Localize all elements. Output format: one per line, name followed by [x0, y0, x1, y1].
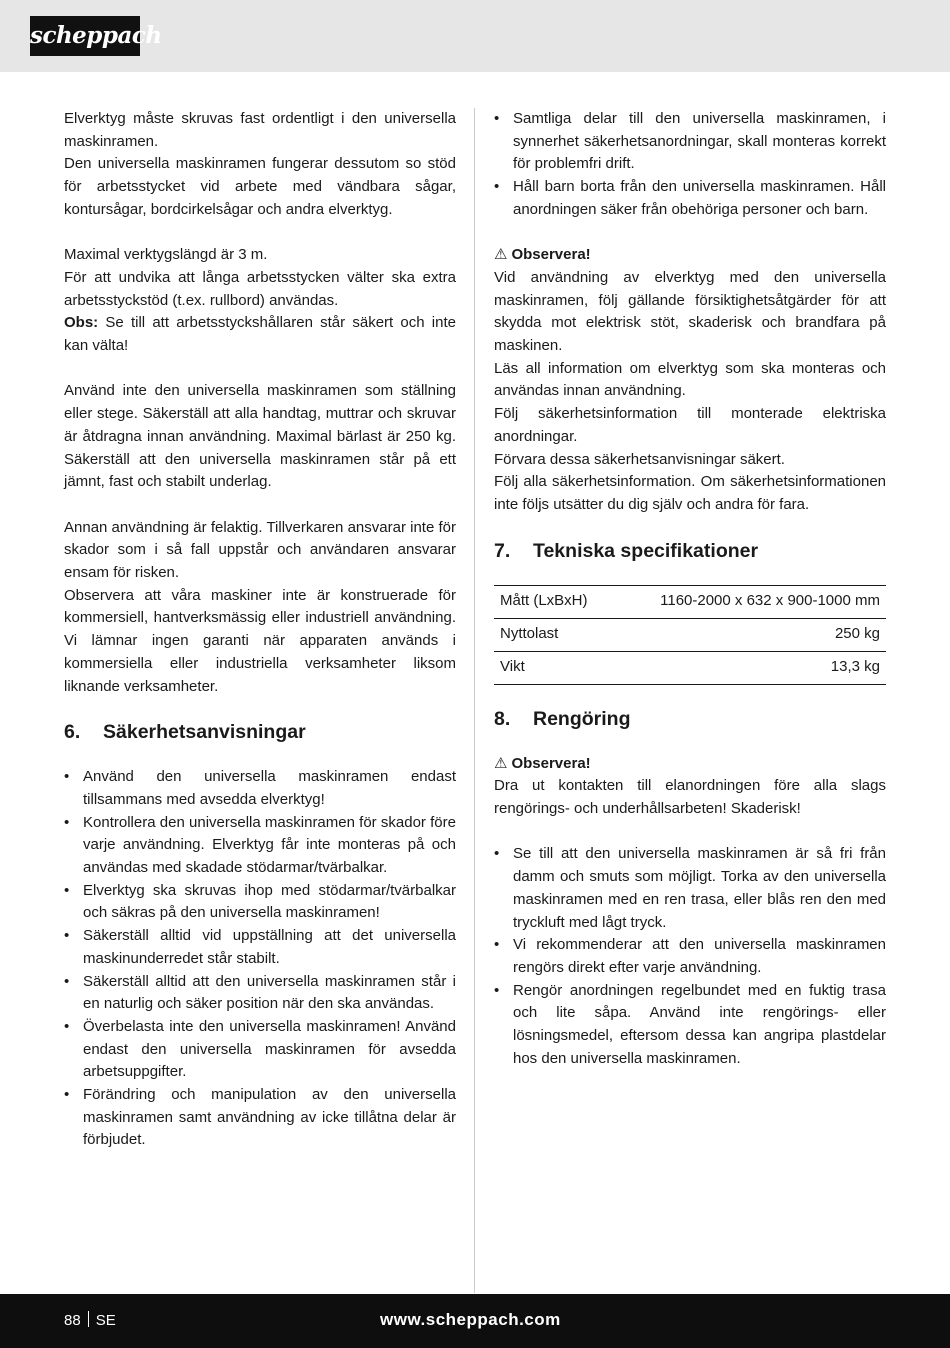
website-link[interactable]: www.scheppach.com	[380, 1310, 561, 1329]
usage-paragraph: Använd inte den universella maskinramen som ställning eller stege. Säkerställ att alla handtag, muttrar och skruvar är åtdragna innan användning. Maximal bärlast är 250 kg. Säkerställ att den universella maskinramen står på ett jämnt, fast och stabilt underlag.	[64, 382, 456, 491]
warning-triangle-icon: ⚠	[494, 246, 508, 264]
info-paragraph: För att undvika att långa arbetsstycken välter ska extra arbetsstyckstöd (t.ex. rullbord) användas.	[64, 268, 456, 309]
list-item: • Rengör anordningen regelbundet med en fuktig trasa och lite såpa. Använd inte rengörings- eller lösningsmedel, eftersom dessa kan angripa plastdelar hos den universella maskinramen.	[494, 981, 886, 1067]
right-column	[494, 108, 886, 1070]
page-header	[0, 0, 950, 72]
list-item: • Se till att den universella maskinramen är så fri från damm och smuts som möjligt. Torka av den universella maskinramen med en ren trasa, eller blås ren den med tryckluft med lågt tryck.	[494, 845, 886, 931]
obs-text: Se till att arbetsstyckshållaren står säkert och inte kan välta!	[64, 314, 456, 355]
safety-list-continued	[494, 108, 886, 222]
bullet-icon: •	[494, 845, 500, 863]
safety-list	[64, 766, 456, 1152]
spec-value: 250 kg	[612, 618, 886, 651]
warning-paragraph: Läs all information om elverktyg som ska monteras och användas innan användning.	[494, 359, 886, 400]
info-paragraph: Maximal verktygslängd är 3 m.	[64, 246, 268, 264]
warning-paragraph: Dra ut kontakten till elanordningen före alla slags rengörings- och underhållsarbeten! Skaderisk!	[494, 777, 886, 818]
bullet-icon: •	[64, 881, 70, 899]
cleaning-list	[494, 843, 886, 1070]
warning-heading: ⚠ Observera!	[494, 754, 591, 772]
separator	[88, 1311, 89, 1327]
list-item: • Vi rekommenderar att den universella maskinramen rengörs direkt efter varje användning.	[494, 936, 886, 976]
list-item: • Elverktyg ska skruvas ihop med stödarmar/tvärbalkar och säkras på den universella maskinramen!	[64, 881, 456, 922]
scheppach-logo: scheppach	[30, 16, 140, 56]
section-title: Rengöring	[533, 707, 631, 730]
section-title: Säkerhetsanvisningar	[103, 721, 306, 744]
bullet-icon: •	[494, 110, 500, 127]
left-column	[64, 108, 456, 1152]
section-title: Tekniska specifikationer	[533, 539, 759, 562]
section-7-heading	[494, 539, 886, 563]
obs-label: Obs:	[64, 314, 99, 332]
list-item: • Förändring och manipulation av den universella maskinramen samt användning av icke tillåtna delar är förbjudet.	[64, 1086, 456, 1149]
obs-paragraph	[64, 312, 456, 357]
section-6-heading	[64, 720, 456, 744]
bullet-icon: •	[64, 927, 70, 945]
warning-paragraph: Följ säkerhetsinformation till monterade elektriska anordningar.	[494, 405, 886, 445]
page-footer	[0, 1294, 950, 1348]
list-item: • Håll barn borta från den universella maskinramen. Håll anordningen säker från obehöriga personer och barn.	[494, 178, 886, 218]
column-divider	[474, 108, 475, 1293]
warning-triangle-icon: ⚠	[494, 754, 508, 772]
list-item: • Säkerställ alltid att den universella maskinramen står i en naturlig och säker position när den ska användas.	[64, 972, 456, 1013]
warning-paragraph: Följ alla säkerhetsinformation. Om säkerhetsinformationen inte följs utsätter du dig själv och andra för fara.	[494, 473, 886, 513]
bullet-icon: •	[494, 178, 500, 196]
liability-paragraph: Annan användning är felaktig. Tillverkaren ansvarar inte för skador som i så fall uppstår och användaren ansvarar ensam för risken.	[64, 518, 456, 582]
spec-table	[494, 585, 886, 685]
bullet-icon: •	[64, 813, 70, 831]
spec-value: 13,3 kg	[612, 651, 886, 684]
list-item: • Använd den universella maskinramen endast tillsammans med avsedda elverktyg!	[64, 768, 456, 808]
warning-paragraph: Vid användning av elverktyg med den universella maskinramen, följ gällande försiktighetsåtgärder för att skydda mot elektrisk stöt, skaderisk och brandfara på maskinen.	[494, 268, 886, 355]
bullet-icon: •	[64, 972, 70, 990]
bullet-icon: •	[64, 768, 70, 786]
table-row	[494, 618, 886, 651]
bullet-icon: •	[64, 1086, 70, 1104]
spec-label: Nyttolast	[494, 618, 612, 651]
bullet-icon: •	[494, 981, 500, 999]
list-item: • Överbelasta inte den universella maskinramen! Använd endast den universella maskinramen för avsedda arbetsuppgifter.	[64, 1017, 456, 1081]
table-row	[494, 651, 886, 684]
section-number: 8.	[494, 707, 511, 730]
section-number: 6.	[64, 721, 81, 744]
warning-heading: ⚠ Observera!	[494, 246, 591, 264]
bullet-icon: •	[494, 936, 500, 954]
list-item: • Säkerställ alltid vid uppställning att det universella maskinunderredet står stabilt.	[64, 927, 456, 967]
intro-paragraph: Den universella maskinramen fungerar dessutom so stöd för arbetsstycket vid arbete med vändbara sågar, kontursågar, bordcirkelsågar och andra elverktyg.	[64, 155, 456, 218]
section-number: 7.	[494, 539, 511, 562]
intro-paragraph: Elverktyg måste skruvas fast ordentligt i den universella maskinramen.	[64, 110, 456, 150]
table-row	[494, 585, 886, 618]
spec-label: Mått (LxBxH)	[494, 585, 612, 618]
list-item: • Samtliga delar till den universella maskinramen, i synnerhet säkerhetsanordningar, skall monteras korrekt för problemfri drift.	[494, 110, 886, 173]
spec-label: Vikt	[494, 651, 612, 684]
page-number: 88 SE	[64, 1312, 116, 1329]
bullet-icon: •	[64, 1017, 70, 1035]
section-8-heading	[494, 707, 886, 731]
warning-paragraph: Förvara dessa säkerhetsanvisningar säkert.	[494, 450, 785, 468]
list-item: • Kontrollera den universella maskinramen för skador före varje användning. Elverktyg får inte monteras på och användas med skadade stödarmar/tvärbalkar.	[64, 813, 456, 877]
spec-value: 1160-2000 x 632 x 900-1000 mm	[612, 585, 886, 618]
liability-paragraph: Observera att våra maskiner inte är konstruerade för kommersiell, hantverksmässig eller industriell användning. Vi lämnar ingen garanti när apparaten används i kommersiella eller industriella verksamheter liksom liknande verksamheter.	[64, 586, 456, 695]
